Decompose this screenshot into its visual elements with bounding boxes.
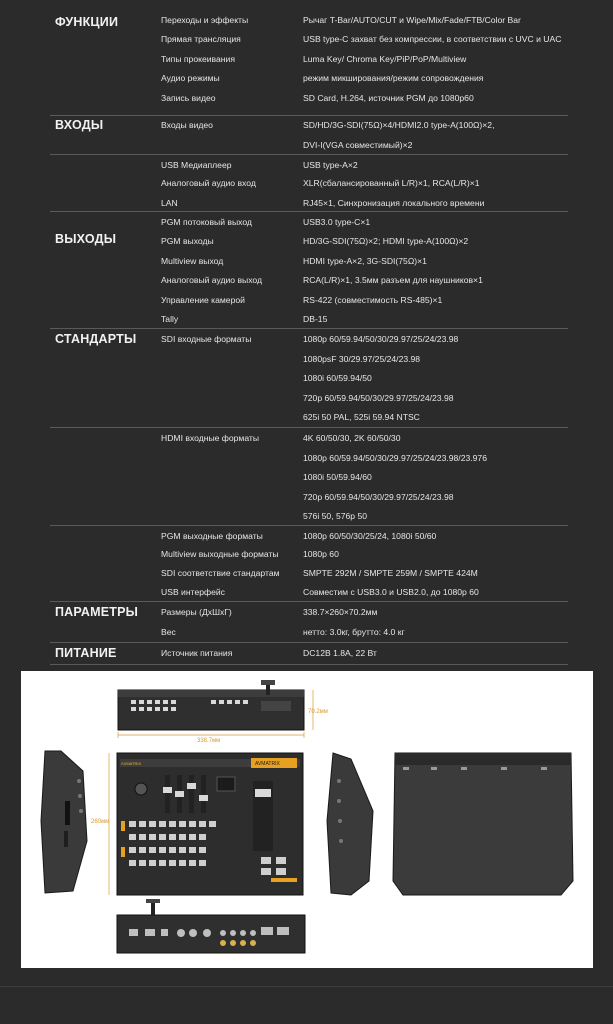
spec-label: PGM потоковый выход bbox=[161, 217, 252, 227]
spec-label: Переходы и эффекты bbox=[161, 15, 249, 25]
spec-value: XLR(сбалансированный L/R)×1, RCA(L/R)×1 bbox=[303, 178, 480, 188]
spec-row bbox=[50, 115, 568, 150]
spec-label: Входы видео bbox=[161, 120, 213, 130]
spec-label: PGM выходы bbox=[161, 236, 214, 246]
spec-row bbox=[50, 193, 568, 213]
dimension-height-label: 70.2мм bbox=[308, 709, 328, 715]
spec-value: DC12B 1.8A, 22 Вт bbox=[303, 648, 377, 658]
spec-value: 4K 60/50/30, 2K 60/50/30 bbox=[303, 433, 401, 443]
section-6 bbox=[50, 643, 568, 665]
spec-label: Аналоговый аудио вход bbox=[161, 178, 256, 188]
spec-value: SD Card, H.264, источник PGM до 1080p60 bbox=[303, 93, 474, 103]
spec-value: SD/HD/3G-SDI(75Ω)×4/HDMI2.0 type-A(100Ω)×2, bbox=[303, 120, 495, 130]
left-side-view bbox=[41, 751, 87, 893]
spec-label: Источник питания bbox=[161, 648, 233, 658]
spec-value: 720p 60/59.94/50/30/29.97/25/24/23.98 bbox=[303, 392, 454, 403]
spec-value: 1080p 60/59.94/50/30/29.97/25/24/23.98 bbox=[303, 334, 459, 344]
spec-row bbox=[50, 270, 568, 290]
spec-value: RCA(L/R)×1, 3.5мм разъем для наушников×1 bbox=[303, 275, 483, 285]
spec-value: 1080p 60/59.94/50/30/29.97/25/24/23.98/23.976 bbox=[303, 452, 487, 463]
dimension-width-label: 338.7мм bbox=[197, 738, 221, 744]
section-1 bbox=[50, 10, 568, 116]
spec-value: Luma Key/ Chroma Key/PiP/PoP/Multiview bbox=[303, 54, 467, 64]
spec-value: 1080i 60/59.94/50 bbox=[303, 373, 372, 384]
section-title: СТАНДАРТЫ bbox=[55, 332, 137, 346]
spec-row bbox=[50, 68, 568, 88]
section-title: ВХОДЫ bbox=[55, 118, 104, 132]
spec-value: 576i 50, 576p 50 bbox=[303, 511, 368, 522]
svg-text:ΛVMATRIX: ΛVMATRIX bbox=[121, 761, 142, 766]
spec-row bbox=[50, 643, 568, 663]
spec-label: Размеры (ДхШхГ) bbox=[161, 607, 232, 617]
spec-row bbox=[50, 563, 568, 583]
spec-label: Multiview выход bbox=[161, 256, 224, 266]
spec-value: Совместим с USB3.0 и USB2.0, до 1080p 60 bbox=[303, 587, 479, 597]
spec-row bbox=[50, 290, 568, 310]
spec-row bbox=[50, 251, 568, 271]
section-5 bbox=[50, 602, 568, 643]
spec-value: DB-15 bbox=[303, 314, 328, 324]
spec-value: DVI-I(VGA совместимый)×2 bbox=[303, 139, 413, 150]
spec-value: HDMI type-A×2, 3G-SDI(75Ω)×1 bbox=[303, 256, 427, 266]
section-title: ВЫХОДЫ bbox=[55, 232, 117, 246]
spec-row bbox=[50, 622, 568, 642]
footer-divider bbox=[0, 986, 613, 987]
spec-value: HD/3G-SDI(75Ω)×2; HDMI type-A(100Ω)×2 bbox=[303, 236, 469, 246]
section-title: ПИТАНИЕ bbox=[55, 646, 117, 660]
spec-row bbox=[50, 309, 568, 329]
device-views-illustration bbox=[21, 671, 593, 968]
spec-row bbox=[50, 427, 568, 522]
spec-row bbox=[50, 154, 568, 175]
spec-row bbox=[50, 602, 568, 622]
spec-label: Прямая трансляция bbox=[161, 34, 241, 44]
spec-value: 720p 60/59.94/50/30/29.97/25/24/23.98 bbox=[303, 491, 454, 502]
spec-label: Типы прокеивания bbox=[161, 54, 235, 64]
spec-value: 625i 50 PAL, 525i 59.94 NTSC bbox=[303, 412, 420, 423]
spec-row bbox=[50, 10, 568, 30]
spec-label: Tally bbox=[161, 314, 179, 324]
dimension-depth-label: 260мм bbox=[91, 819, 110, 825]
spec-row bbox=[50, 29, 568, 49]
spec-label: HDMI входные форматы bbox=[161, 433, 260, 443]
spec-row bbox=[50, 173, 568, 193]
spec-label: USB Медиаплеер bbox=[161, 160, 232, 170]
spec-value: режим микширования/режим сопровождения bbox=[303, 73, 484, 83]
brand-label: AVMATRIX bbox=[255, 761, 280, 767]
spec-label: USB интерфейс bbox=[161, 587, 225, 597]
spec-label: Управление камерой bbox=[161, 295, 245, 305]
spec-label: LAN bbox=[161, 198, 178, 208]
spec-row bbox=[50, 544, 568, 564]
spec-value: 1080p 60/50/30/25/24, 1080i 50/60 bbox=[303, 531, 437, 541]
spec-value: нетто: 3.0кг, брутто: 4.0 кг bbox=[303, 627, 405, 637]
spec-label: PGM выходные форматы bbox=[161, 531, 263, 541]
section-title: ПАРАМЕТРЫ bbox=[55, 605, 139, 619]
spec-value: 1080p 60 bbox=[303, 549, 339, 559]
spec-row bbox=[50, 582, 568, 602]
spec-label: Вес bbox=[161, 627, 176, 637]
right-side-view bbox=[327, 753, 373, 895]
spec-label: Аналоговый аудио выход bbox=[161, 275, 263, 285]
spec-value: USB type-C захват без компрессии, в соответствии с UVC и UAC bbox=[303, 34, 562, 44]
spec-label: Multiview выходные форматы bbox=[161, 549, 279, 559]
section-2 bbox=[50, 115, 568, 212]
spec-row bbox=[50, 231, 568, 251]
spec-value: RS-422 (совместимость RS-485)×1 bbox=[303, 295, 443, 305]
spec-row bbox=[50, 212, 568, 232]
spec-value: 338.7×260×70.2мм bbox=[303, 607, 378, 617]
spec-row bbox=[50, 329, 568, 423]
spec-label: SDI входные форматы bbox=[161, 334, 252, 344]
section-4 bbox=[50, 329, 568, 602]
section-3 bbox=[50, 212, 568, 329]
spec-label: SDI соответствие стандартам bbox=[161, 568, 280, 578]
spec-value: SMPTE 292M / SMPTE 259M / SMPTE 424M bbox=[303, 568, 478, 578]
spec-value: USB type-A×2 bbox=[303, 160, 358, 170]
spec-value: 1080i 50/59.94/60 bbox=[303, 472, 372, 483]
spec-label: Запись видео bbox=[161, 93, 216, 103]
product-dimension-photo bbox=[21, 671, 593, 968]
spec-value: Рычаг T-Bar/AUTO/CUT и Wipe/Mix/Fade/FTB/Color Bar bbox=[303, 15, 521, 25]
spec-label: Аудио режимы bbox=[161, 73, 220, 83]
spec-value: USB3.0 type-C×1 bbox=[303, 217, 371, 227]
section-title: ФУНКЦИИ bbox=[55, 15, 119, 29]
spec-value: RJ45×1, Синхронизация локального времени bbox=[303, 198, 485, 208]
spec-row bbox=[50, 49, 568, 69]
bottom-view bbox=[393, 753, 573, 895]
spec-value: 1080psF 30/29.97/25/24/23.98 bbox=[303, 353, 421, 364]
spec-row bbox=[50, 88, 568, 108]
spec-row bbox=[50, 525, 568, 546]
